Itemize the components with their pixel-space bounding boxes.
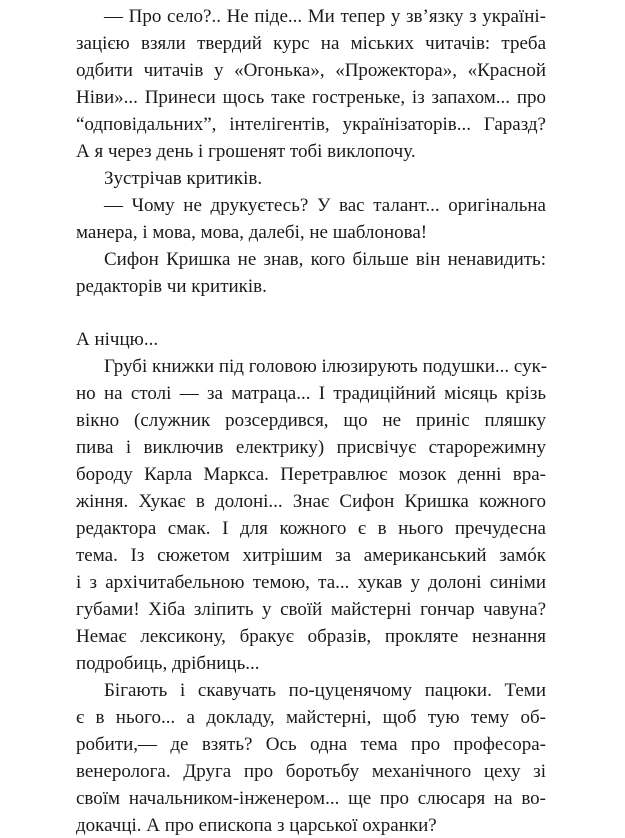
text-line: одбити читачів у «Огонька», «Прожектора», «Красной <box>76 60 546 81</box>
text-line: но на столі — за матраца... І традиційний місяць крізь <box>76 383 546 404</box>
text-line: манера, і мова, мова, далебі, не шаблонова! <box>76 222 428 243</box>
text-line: Немає лексикону, бракує образів, прокляте незнання <box>76 626 546 647</box>
text-line: Грубі книжки під головою ілюзирують подушки... сук- <box>104 356 548 377</box>
text-line: Бігають і скавучать по-цуценячому пацюки. Теми <box>104 680 546 701</box>
text-line: Сифон Кришка не знав, кого більше він ненавидить: <box>104 249 546 270</box>
text-line: тема. Із сюжетом хитрішим за американський замóк <box>76 545 546 566</box>
text-line: — Про село?.. Не піде... Ми тепер у зв’язку з українi- <box>104 6 546 27</box>
text-line: докачці. А про епископа з царської охранки? <box>76 815 437 836</box>
text-line: бороду Карла Маркса. Перетравлює мозок денні вра- <box>76 464 546 485</box>
text-line: А нічцю... <box>76 329 159 350</box>
text-line: жіння. Хукає в долоні... Знає Сифон Кришка кожного <box>76 491 546 512</box>
text-line: Зустрічав критиків. <box>104 168 263 189</box>
text-line: робити,— де взять? Ось одна тема про професора- <box>76 734 546 755</box>
text-line: — Чому не друкуєтесь? У вас талант... оригінальна <box>104 195 546 216</box>
text-line: редактора смак. І для кожного є в нього пречудесна <box>76 518 546 539</box>
text-line: венеролога. Друга про боротьбу механічного цеху зі <box>76 761 546 782</box>
text-line: А я через день і грошенят тобі виклопочу. <box>76 141 416 162</box>
text-line: губами! Хіба зліпить у своїй майстерні гончар чавуна? <box>76 599 546 620</box>
text-line: є в нього... а докладу, майстерні, щоб тую тему об- <box>76 707 546 728</box>
text-line: Ніви»... Принеси щось таке гостреньке, із запахом... про <box>76 87 546 108</box>
text-line: редакторів чи критиків. <box>76 276 267 297</box>
text-line: пива і виключив електрику) присвічує старорежимну <box>76 437 546 458</box>
text-line: подробиць, дрібниць... <box>76 653 260 674</box>
text-line: зацією взяли твердий курс на міських читачів: треба <box>76 33 546 54</box>
text-line: своїм начальником-інженером... ще про слюсаря на во- <box>76 788 546 809</box>
text-line: вікно (служник розсердився, що не приніс пляшку <box>76 410 546 431</box>
text-line: “одповідальних”, інтелігентів, українізаторів... Гаразд? <box>76 114 546 135</box>
text-line: і з архічитабельною темою, та... хукав у долоні синіми <box>76 572 546 593</box>
